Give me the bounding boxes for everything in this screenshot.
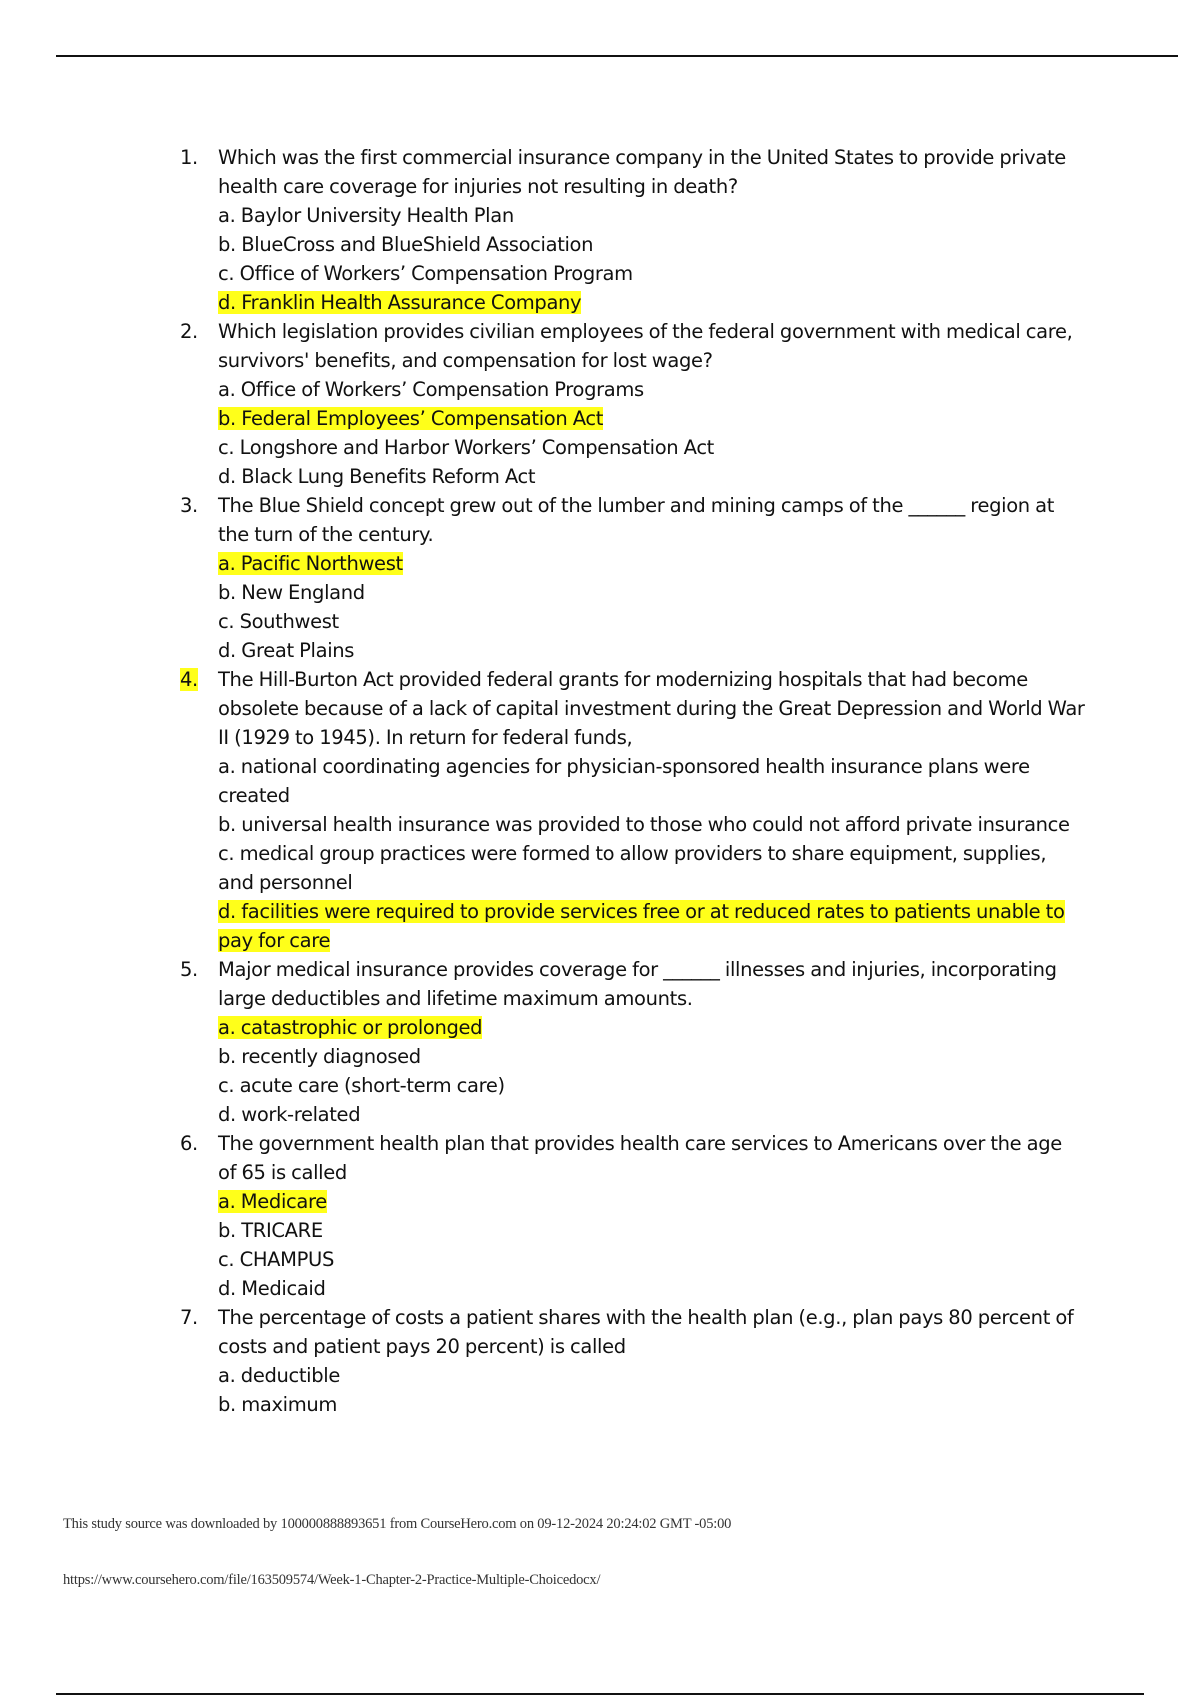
question-body bbox=[218, 1129, 1085, 1303]
answer-option bbox=[218, 1042, 1085, 1071]
answer-option bbox=[218, 549, 1085, 578]
answer-text: b. TRICARE bbox=[218, 1219, 323, 1242]
highlighted-answer: a. Medicare bbox=[218, 1190, 327, 1213]
question-text: Which was the first commercial insurance company in the United States to provide private health care coverage for injuries not resulting in death? bbox=[218, 146, 1066, 198]
question-number bbox=[180, 665, 218, 955]
answer-text: d. Medicaid bbox=[218, 1277, 326, 1300]
question-item bbox=[180, 955, 1085, 1129]
answer-option bbox=[218, 288, 1085, 317]
download-notice: This study source was downloaded by 100000888893651 from CourseHero.com on 09-12-2024 20:24:02 GMT -05:00 bbox=[63, 1516, 732, 1532]
question-number-label: 7. bbox=[180, 1306, 198, 1329]
answer-text: a. Baylor University Health Plan bbox=[218, 204, 514, 227]
question-text: The Blue Shield concept grew out of the lumber and mining camps of the ______ region at the turn of the century. bbox=[218, 494, 1055, 546]
question-number bbox=[180, 955, 218, 1129]
answer-text: c. medical group practices were formed to allow providers to share equipment, supplies, and personnel bbox=[218, 842, 1047, 894]
question-number bbox=[180, 491, 218, 665]
answer-option bbox=[218, 404, 1085, 433]
answer-option bbox=[218, 462, 1085, 491]
question-item bbox=[180, 665, 1085, 955]
question-text: Which legislation provides civilian employees of the federal government with medical care, survivors' benefits, and compensation for lost wage? bbox=[218, 320, 1073, 372]
source-url[interactable]: https://www.coursehero.com/file/163509574/Week-1-Chapter-2-Practice-Multiple-Choicedocx/ bbox=[63, 1572, 601, 1588]
question-number-label: 3. bbox=[180, 494, 198, 517]
question-item bbox=[180, 317, 1085, 491]
answer-option bbox=[218, 201, 1085, 230]
question-body bbox=[218, 665, 1085, 955]
question-item bbox=[180, 1129, 1085, 1303]
highlighted-answer: b. Federal Employees’ Compensation Act bbox=[218, 407, 604, 430]
answer-option bbox=[218, 1187, 1085, 1216]
answer-option bbox=[218, 810, 1085, 839]
answer-option bbox=[218, 230, 1085, 259]
answer-text: c. CHAMPUS bbox=[218, 1248, 334, 1271]
answer-text: c. acute care (short-term care) bbox=[218, 1074, 505, 1097]
answer-text: b. BlueCross and BlueShield Association bbox=[218, 233, 594, 256]
answer-option bbox=[218, 259, 1085, 288]
answer-option bbox=[218, 839, 1085, 897]
answer-text: a. Office of Workers’ Compensation Programs bbox=[218, 378, 644, 401]
answer-text: b. New England bbox=[218, 581, 365, 604]
answer-text: a. deductible bbox=[218, 1364, 340, 1387]
question-text: The Hill-Burton Act provided federal grants for modernizing hospitals that had become obsolete because of a lack of capital investment during the Great Depression and World War II (1929 to 1945). In return for federal funds, bbox=[218, 668, 1085, 749]
question-list bbox=[180, 143, 1085, 1419]
answer-text: a. national coordinating agencies for physician-sponsored health insurance plans were created bbox=[218, 755, 1030, 807]
question-number-label: 1. bbox=[180, 146, 198, 169]
answer-text: d. Great Plains bbox=[218, 639, 355, 662]
question-text: The percentage of costs a patient shares with the health plan (e.g., plan pays 80 percent of costs and patient pays 20 percent) is called bbox=[218, 1306, 1074, 1358]
question-item bbox=[180, 1303, 1085, 1419]
highlighted-answer: a. catastrophic or prolonged bbox=[218, 1016, 483, 1039]
answer-text: b. maximum bbox=[218, 1393, 338, 1416]
answer-text: b. universal health insurance was provided to those who could not afford private insurance bbox=[218, 813, 1070, 836]
question-body bbox=[218, 955, 1085, 1129]
highlighted-answer: a. Pacific Northwest bbox=[218, 552, 403, 575]
bottom-divider bbox=[56, 1693, 1144, 1695]
answer-option bbox=[218, 1245, 1085, 1274]
question-item bbox=[180, 491, 1085, 665]
answer-option bbox=[218, 752, 1085, 810]
answer-option bbox=[218, 1216, 1085, 1245]
answer-text: c. Southwest bbox=[218, 610, 339, 633]
question-number-label: 4. bbox=[180, 668, 198, 691]
answer-option bbox=[218, 433, 1085, 462]
answer-text: c. Longshore and Harbor Workers’ Compensation Act bbox=[218, 436, 714, 459]
question-number bbox=[180, 143, 218, 317]
answer-option bbox=[218, 897, 1085, 955]
question-number bbox=[180, 1303, 218, 1419]
question-body bbox=[218, 317, 1085, 491]
answer-text: c. Office of Workers’ Compensation Program bbox=[218, 262, 633, 285]
answer-option bbox=[218, 607, 1085, 636]
answer-option bbox=[218, 1361, 1085, 1390]
answer-option bbox=[218, 375, 1085, 404]
answer-option bbox=[218, 1013, 1085, 1042]
answer-option bbox=[218, 636, 1085, 665]
answer-option bbox=[218, 1390, 1085, 1419]
question-number bbox=[180, 317, 218, 491]
question-text: Major medical insurance provides coverage for ______ illnesses and injuries, incorporating large deductibles and lifetime maximum amounts. bbox=[218, 958, 1057, 1010]
answer-text: d. work-related bbox=[218, 1103, 361, 1126]
question-text: The government health plan that provides health care services to Americans over the age of 65 is called bbox=[218, 1132, 1062, 1184]
question-item bbox=[180, 143, 1085, 317]
answer-text: d. Black Lung Benefits Reform Act bbox=[218, 465, 536, 488]
question-body bbox=[218, 1303, 1085, 1419]
question-number-label: 6. bbox=[180, 1132, 198, 1155]
question-body bbox=[218, 491, 1085, 665]
answer-option bbox=[218, 578, 1085, 607]
question-body bbox=[218, 143, 1085, 317]
answer-option bbox=[218, 1071, 1085, 1100]
question-number bbox=[180, 1129, 218, 1303]
question-number-label: 5. bbox=[180, 958, 198, 981]
question-number-label: 2. bbox=[180, 320, 198, 343]
highlighted-answer: d. Franklin Health Assurance Company bbox=[218, 291, 582, 314]
answer-text: b. recently diagnosed bbox=[218, 1045, 421, 1068]
highlighted-answer: d. facilities were required to provide services free or at reduced rates to patients unable to pay for care bbox=[218, 900, 1065, 952]
top-divider bbox=[56, 55, 1178, 57]
answer-option bbox=[218, 1274, 1085, 1303]
answer-option bbox=[218, 1100, 1085, 1129]
